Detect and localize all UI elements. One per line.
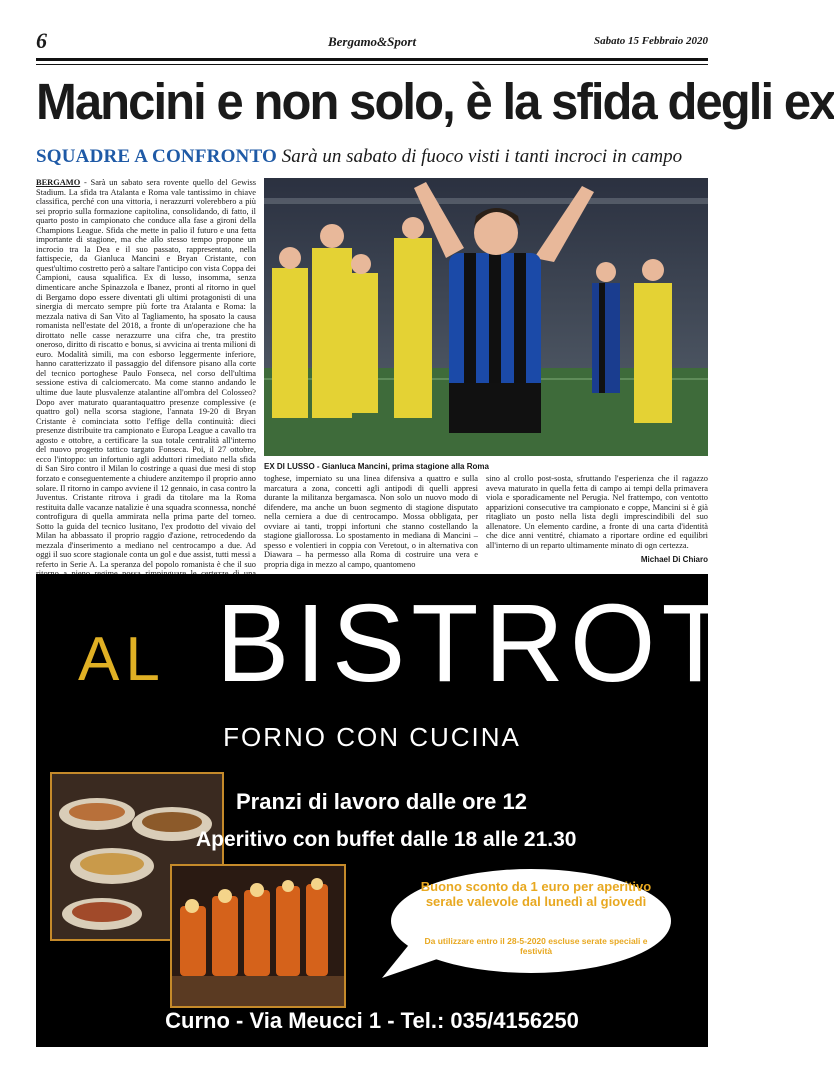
issue-date: Sabato 15 Febbraio 2020 xyxy=(594,35,708,47)
ad-lunch-line: Pranzi di lavoro dalle ore 12 xyxy=(236,789,527,814)
article-column-1 xyxy=(36,178,256,568)
ad-tagline: FORNO CON CUCINA xyxy=(223,722,521,752)
subheadline xyxy=(36,146,708,168)
byline: Michael Di Chiaro xyxy=(640,555,708,564)
article-column-2: toghese, imperniato su una linea difensiva a quattro e sulla marcatura a zona, concetti agli antipodi di quelli appresi durante la militanza bergamasca. Non solo un nuovo modo di difendere, ma anche un buon segmento di stagione disputato nella cerniera a due di centrocampo. Mossa obbligata, per ovviare ai tanti, troppi infortuni che stanno costellando la stagione giallorossa. Lo spostamento in mediana di Mancini – spesso e volentieri in coppia con Veretout, o in alternativa con Diawara – ha permesso alla Roma di costruire una vera e propria diga in mezzo al campo, quantomeno xyxy=(264,474,478,569)
ad-logo-main: BISTROT xyxy=(216,582,735,705)
advertisement xyxy=(36,574,735,1047)
subtitle: Sarà un sabato di fuoco visti i tanti incroci in campo xyxy=(281,146,683,167)
photo-caption: EX DI LUSSO - Gianluca Mancini, prima stagione alla Roma xyxy=(264,462,489,471)
header-rule xyxy=(36,58,708,61)
ad-drinks-photo xyxy=(170,864,346,1008)
dateline: BERGAMO xyxy=(36,178,81,187)
headline: Mancini e non solo, è la sfida degli ex xyxy=(36,73,834,130)
publication-name: Bergamo&Sport xyxy=(327,34,417,49)
coupon-text: Buono sconto da 1 euro per aperitivo serale valevole dal lunedì al giovedì xyxy=(420,879,652,909)
page-header xyxy=(36,28,708,52)
header-rule-thin xyxy=(36,64,708,65)
kicker: SQUADRE A CONFRONTO xyxy=(36,146,277,167)
ad-contact-footer: Curno - Via Meucci 1 - Tel.: 035/4156250 xyxy=(165,1008,579,1033)
photo-football-celebration xyxy=(264,178,708,456)
ad-logo-al: AL xyxy=(78,625,166,694)
page-number: 6 xyxy=(36,28,47,53)
ad-aperitivo-line: Aperitivo con buffet dalle 18 alle 21.30 xyxy=(196,828,577,851)
article-photo xyxy=(264,178,708,456)
article-column-3: sino al crollo post-sosta, sfruttando l'esperienza che il ragazzo aveva maturato in quella fetta di campo ai tempi della primavera viola e sporadicamente nel Perugia. Nel frattempo, con ventotto apparizioni consecutive tra campionato e coppe, Mancini si è già ritagliato un posto nella lista degli imprescindibili del suo allenatore. Un elemento cardine, a fronte di una carta d'identità che dice anni ventitré, chiamato a riportare ordine ed equilibri all'interno di un reparto ultimamente minato di ogn certezza. xyxy=(486,474,708,550)
article-text-1: - Sarà un sabato sera rovente quello del Gewiss Stadium. La sfida tra Atalanta e Roma vale tantissimo in chiave classifica, perché con una vittoria, i nerazzurri volerebbero a più sei proprio sulla formazione capitolina, consolidando, di fatto, il quarto posto in campionato che conduce alla fase a gironi della Champions League. Sfida che mette in palio il futuro e una fetta importante di stagione, ma che allo stesso tempo propone un incrocio tra la Dea e il suo passato, rappresentato, nella fattispecie, da Gianluca Mancini e Bryan Cristante, con quest'ultimo costretto però a saltare l'anticipo con vista Coppa dei Campioni, causa squalifica. Ex di lusso, insomma, senza dimenticare anche Spinazzola e Ibanez, pronti al ritorno in quel di Bergamo dopo essere diventati gli ultimi protagonisti di una sinergia di mercato sempre più forte tra Atalanta e Roma: la mezzala nativa di San Vito al Tagliamento, ha sposato la causa romanista nell'estate del 2018, a fronte di un'operazione che ha dirottato nelle casse nerazzurre una cifra che, tra prestito oneroso, diritto di riscatto e bonus, si avvicina ai trenta milioni di euro. Modalità simili, ma con esborso leggermente inferiore, hanno caratterizzato il passaggio del difensore pisano alla corte del tecnico portoghese Paulo Fonseca, nel corso dell'ultima sessione estiva di calciomercato. Ma come stanno andando le ultime due laute plusvalenze atalantine all'ombra del Colosseo? Dopo aver maturato quarantaquattro presenze complessive (e quattro gol) nella scorsa stagione, l'annata 19-20 di Bryan Cristante è cominciata sotto l'effige della continuità: dieci presenze distribuite tra campionato e Europa League a cavallo tra agosto e ottobre, a certificare la sua totale centralità all'interno del nuovo progetto tattico targato Fonseca. Poi, il 27 ottobre, ecco l'intoppo: un infortunio agli adduttori rimediato nella sfida di San Siro contro il Milan lo costringe a quasi due mesi di stop forzato e conseguentemente a chiudere anzitempo il proprio anno solare. Il ritorno in campo avviene il 12 gennaio, in casa contro la Juventus. Cristante ritrova i gradi da titolare ma la Roma restituita dalle vacanze natalizie è una squadra sconnessa, nonché controfigura di quella ammirata nella prima parte del torneo. Sotto la guida del tecnico lusitano, l'ex prodotto del vivaio del Milan ha abbassato il proprio raggio d'azione, retrocedendo da mezzala d'inserimento a mediano nel centrocampo a due. Ad oggi il suo score stagionale conta un gol e due assist, tutti messi a referto in Serie A. La speranza del popolo romanista è che il suo xyxy=(36,178,257,569)
spritz-glasses-image xyxy=(172,866,344,1006)
coupon-conditions: Da utilizzare entro il 28-5-2020 escluse serate speciali e festività xyxy=(424,936,648,956)
